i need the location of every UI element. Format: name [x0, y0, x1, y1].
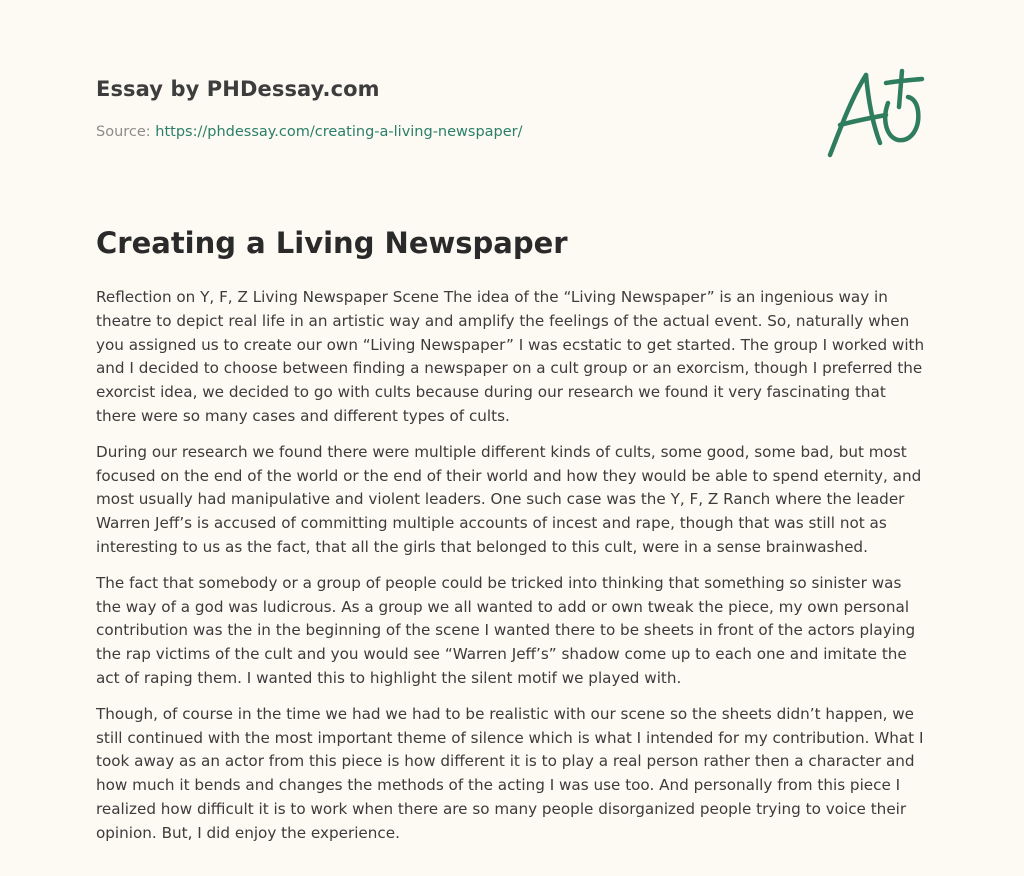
essay-body [96, 286, 926, 858]
essay-paragraph: The fact that somebody or a group of people could be tricked into thinking that something so sinister was the way of a god was ludicrous. As a group we all wanted to add or own tweak the piece, my own personal contribution was the in the beginning of the scene I wanted there to be sheets in front of the actors playing the rap victims of the cult and you would see “Warren Jeff’s” shadow come up to each one and imitate the act of raping them. I wanted this to highlight the silent motif we played with. [96, 573, 916, 687]
source-label: Source: [96, 124, 156, 140]
source-line [96, 124, 523, 140]
a-plus-logo-icon [826, 67, 926, 162]
header [96, 77, 926, 167]
essay-paragraph: Though, of course in the time we had we had to be realistic with our scene so the sheets didn’t happen, we still continued with the most important theme of silence which is what I intended for my contribution. What I took away as an actor from this piece is how different it is to play a real person rather then a character and how much it bends and changes the methods of the acting I was use too. And personally from this piece I realized how difficult it is to work when there are so many people disorganized people trying to voice their opinion. But, I did enjoy the experience. [96, 704, 924, 842]
site-title: Essay by PHDessay.com [96, 77, 380, 101]
essay-paragraph: During our research we found there were multiple different kinds of cults, some good, some bad, but most focused on the end of the world or the end of their world and how they would be able to spend eternity, and most usually had manipulative and violent leaders. One such case was the Y, F, Z Ranch where the leader Warren Jeff’s is accused of committing multiple accounts of incest and rape, though that was still not as interesting to us as the fact, that all the girls that belonged to this cult, were in a sense brainwashed. [96, 442, 922, 556]
essay-paragraph: Reflection on Y, F, Z Living Newspaper Scene The idea of the “Living Newspaper” is an ingenious way in theatre to depict real life in an artistic way and amplify the feelings of the actual event. So, naturally when you assigned us to create our own “Living Newspaper” I was ecstatic to get started. The group I worked with and I decided to choose between finding a newspaper on a cult group or an exorcism, though I preferred the exorcist idea, we decided to go with cults because during our research we found it very fascinating that there were so many cases and different types of cults. [96, 288, 925, 425]
source-link[interactable]: https://phdessay.com/creating-a-living-newspaper/ [155, 124, 523, 140]
essay-title: Creating a Living Newspaper [96, 226, 568, 260]
